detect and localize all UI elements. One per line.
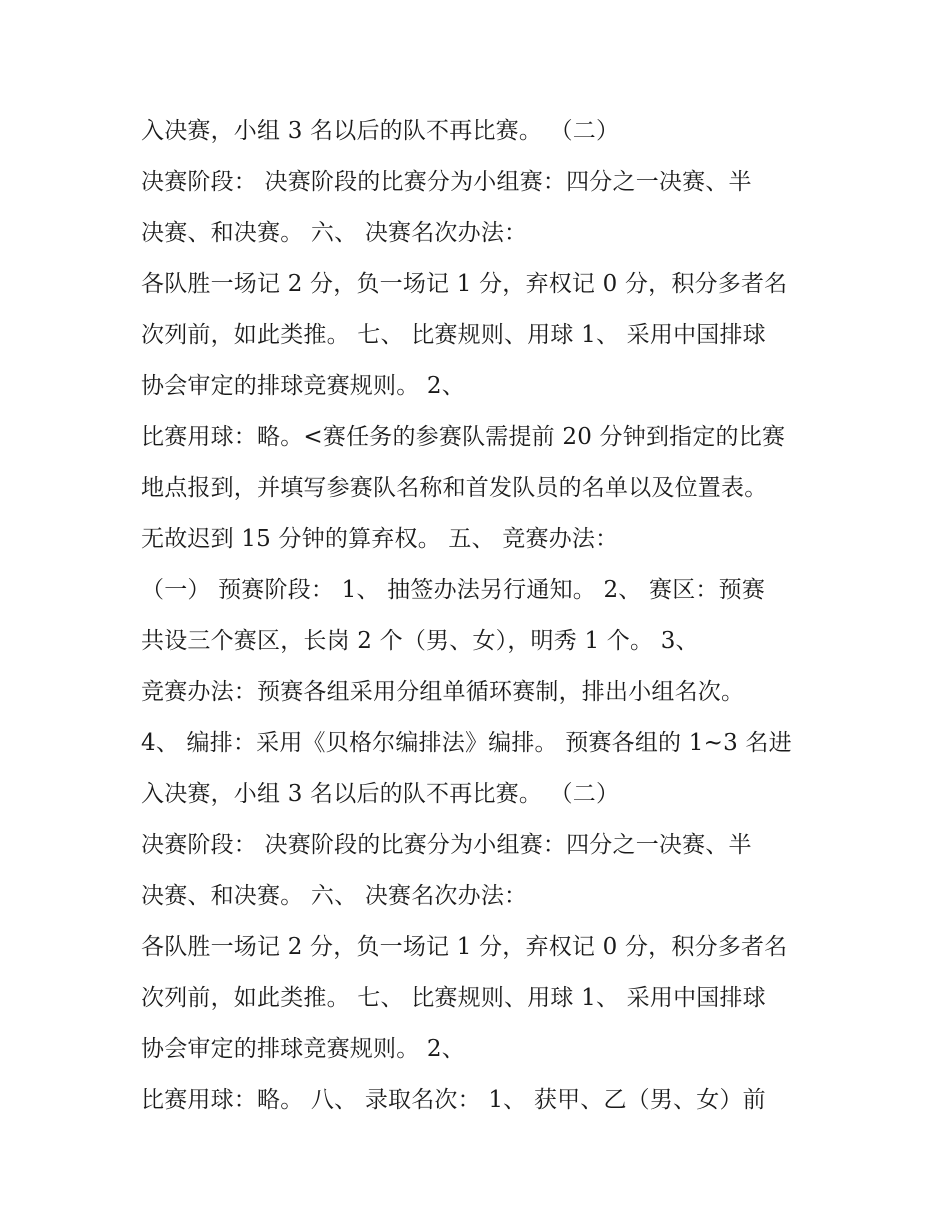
text-line: 共设三个赛区，长岗 2 个（男、女），明秀 1 个。 3、: [141, 628, 699, 654]
text-line: 次列前，如此类推。 七、 比赛规则、用球 1、 采用中国排球: [141, 985, 766, 1011]
text-line: 入决赛，小组 3 名以后的队不再比赛。 （二）: [141, 781, 620, 807]
text-line: 决赛阶段： 决赛阶段的比赛分为小组赛：四分之一决赛、半: [141, 169, 752, 195]
text-line: 次列前，如此类推。 七、 比赛规则、用球 1、 采用中国排球: [141, 322, 766, 348]
text-line: 比赛用球：略。 八、 录取名次： 1、 获甲、乙（男、女）前: [141, 1087, 766, 1113]
text-line: 决赛、和决赛。 六、 决赛名次办法：: [141, 220, 528, 246]
text-line: 竞赛办法：预赛各组采用分组单循环赛制，排出小组名次。: [141, 679, 745, 705]
text-line: 协会审定的排球竞赛规则。 2、: [141, 1036, 465, 1062]
text-line: 入决赛，小组 3 名以后的队不再比赛。 （二）: [141, 118, 620, 144]
document-body: [141, 106, 831, 1126]
text-line: 决赛阶段： 决赛阶段的比赛分为小组赛：四分之一决赛、半: [141, 832, 752, 858]
text-line: 地点报到，并填写参赛队名称和首发队员的名单以及位置表。: [141, 475, 768, 501]
text-line: 无故迟到 15 分钟的算弃权。 五、 竞赛办法：: [141, 526, 619, 552]
text-line: 4、 编排：采用《贝格尔编排法》编排。 预赛各组的 1~3 名进: [141, 730, 792, 756]
text-line: 各队胜一场记 2 分，负一场记 1 分，弃权记 0 分，积分多者名: [141, 934, 788, 960]
text-line: 决赛、和决赛。 六、 决赛名次办法：: [141, 883, 528, 909]
text-line: 各队胜一场记 2 分，负一场记 1 分，弃权记 0 分，积分多者名: [141, 271, 788, 297]
text-line: 比赛用球：略。<赛任务的参赛队需提前 20 分钟到指定的比赛: [141, 424, 786, 450]
text-line: 协会审定的排球竞赛规则。 2、: [141, 373, 465, 399]
text-line: （一） 预赛阶段： 1、 抽签办法另行通知。 2、 赛区：预赛: [141, 577, 766, 603]
